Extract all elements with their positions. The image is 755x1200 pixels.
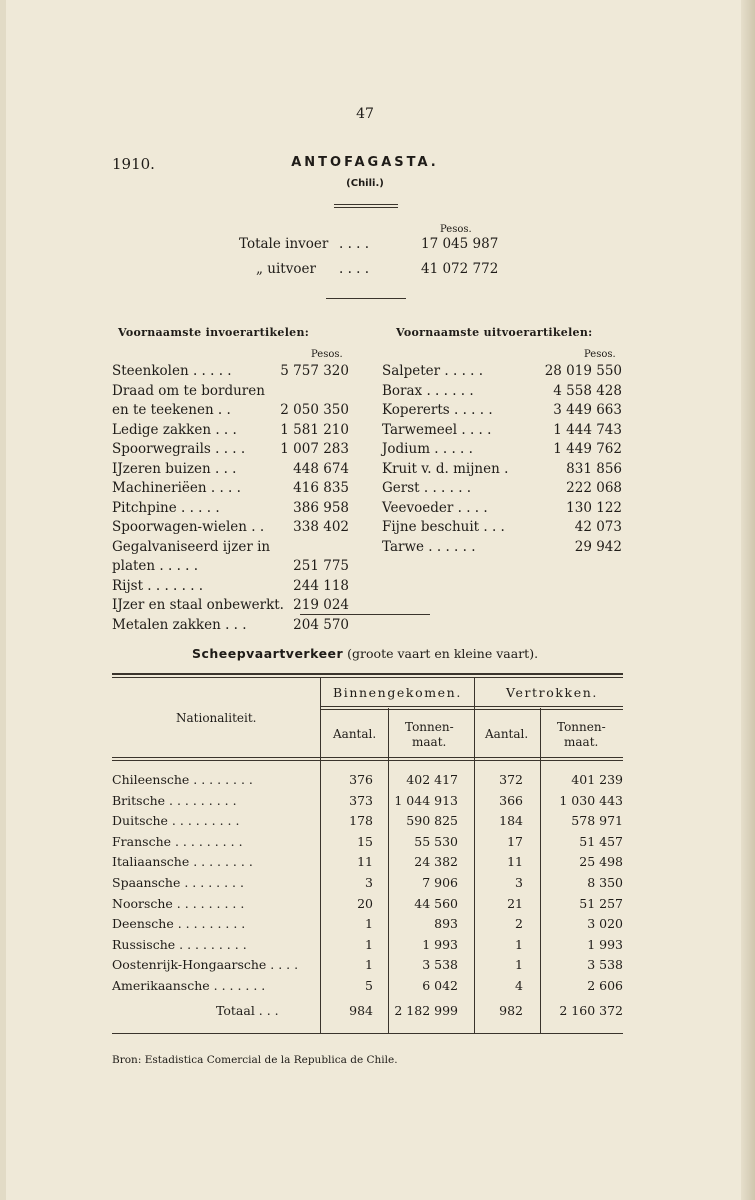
in-count-cell: 1 <box>365 936 373 952</box>
out-ton-cell: 51 457 <box>579 833 623 849</box>
header-out-tonnage-2: maat. <box>564 735 599 749</box>
header-in-tonnage-1: Tonnen- <box>405 720 454 734</box>
imports-label: platen . . . . . <box>112 558 199 574</box>
table-bottom-rule <box>112 1033 623 1034</box>
exports-label: Kopererts . . . . . <box>382 402 493 418</box>
exports-label: Borax . . . . . . <box>382 382 474 399</box>
in-count-cell: 376 <box>349 772 373 787</box>
title-rule-2 <box>334 207 398 208</box>
imports-value: 386 958 <box>293 499 349 516</box>
table-row <box>112 916 623 937</box>
in-ton-cell: 3 538 <box>422 957 458 973</box>
in-ton-cell: 44 560 <box>414 895 458 911</box>
totals-export-value: 41 072 772 <box>421 261 499 277</box>
imports-label: Rijst . . . . . . . <box>112 577 204 594</box>
table-row <box>112 957 623 978</box>
nation-cell: Oostenrijk-Hongaarsche . . . . <box>112 957 299 973</box>
imports-value: 204 570 <box>293 616 349 633</box>
totals-import-label: Totale invoer <box>239 236 329 252</box>
imports-value: 1 007 283 <box>280 441 349 457</box>
table-row <box>112 854 623 875</box>
exports-value: 1 444 743 <box>553 421 622 438</box>
table-row <box>112 813 623 834</box>
imports-value: 338 402 <box>293 519 349 535</box>
in-count-cell: 20 <box>357 895 373 911</box>
imports-row <box>112 616 352 636</box>
shipping-title <box>0 646 730 661</box>
imports-list <box>112 362 352 635</box>
in-count-cell: 15 <box>357 833 373 849</box>
exports-row <box>382 421 622 441</box>
exports-value: 3 449 663 <box>553 402 622 418</box>
total-label: Totaal . . . <box>216 1003 279 1018</box>
exports-value: 29 942 <box>574 538 622 555</box>
exports-value: 28 019 550 <box>544 363 622 379</box>
imports-value: 2 050 350 <box>280 402 349 418</box>
imports-label: Pitchpine . . . . . <box>112 499 220 516</box>
totals-rule <box>326 298 406 299</box>
in-ton-cell: 55 530 <box>414 833 458 849</box>
exports-label: Veevoeder . . . . <box>382 499 488 516</box>
table-top-rule-thick <box>112 673 623 675</box>
totals-unit: Pesos. <box>440 224 472 235</box>
imports-row <box>112 401 352 421</box>
out-count-cell: 372 <box>499 772 523 787</box>
table-row <box>112 978 623 999</box>
header-out-count: Aantal. <box>485 727 529 741</box>
total-out-ton: 2 160 372 <box>559 1003 623 1018</box>
in-ton-cell: 6 042 <box>422 978 458 993</box>
imports-value: 244 118 <box>293 577 349 594</box>
header-subrule-2 <box>321 709 623 710</box>
header-in-tonnage-2: maat. <box>412 735 447 749</box>
in-count-cell: 1 <box>365 957 373 973</box>
out-ton-cell: 3 538 <box>587 957 623 973</box>
out-ton-cell: 578 971 <box>571 813 623 829</box>
in-ton-cell: 402 417 <box>406 772 458 787</box>
out-ton-cell: 1 993 <box>587 936 623 952</box>
imports-value: 416 835 <box>293 480 349 496</box>
exports-row <box>382 499 622 519</box>
imports-row <box>112 479 352 499</box>
table-row <box>112 875 623 896</box>
imports-label: Machineriëen . . . . <box>112 480 241 496</box>
exports-row <box>382 518 622 538</box>
in-count-cell: 178 <box>349 813 373 829</box>
out-count-cell: 3 <box>515 875 523 890</box>
imports-row <box>112 596 352 616</box>
out-ton-cell: 51 257 <box>579 895 623 911</box>
imports-value: 1 581 210 <box>280 421 349 438</box>
in-ton-cell: 1 993 <box>422 936 458 952</box>
nation-cell: Deensche . . . . . . . . . <box>112 916 246 932</box>
shipping-title-rest: (groote vaart en kleine vaart). <box>343 646 539 661</box>
imports-label: Metalen zakken . . . <box>112 616 247 633</box>
imports-value: 5 757 320 <box>280 363 349 379</box>
imports-value: 251 775 <box>293 558 349 574</box>
table-row <box>112 772 623 793</box>
imports-row <box>112 557 352 577</box>
out-ton-cell: 2 606 <box>587 978 623 993</box>
header-in-count: Aantal. <box>333 727 377 741</box>
nation-cell: Noorsche . . . . . . . . . <box>112 895 245 911</box>
table-top-rule-thin <box>112 677 623 678</box>
exports-row <box>382 479 622 499</box>
imports-label: Steenkolen . . . . . <box>112 363 232 379</box>
imports-label: Spoorwagen-wielen . . <box>112 519 265 535</box>
total-in-count: 984 <box>349 1003 373 1018</box>
exports-label: Salpeter . . . . . <box>382 363 484 379</box>
year: 1910. <box>112 155 155 173</box>
imports-label: Ledige zakken . . . <box>112 421 237 438</box>
out-ton-cell: 3 020 <box>587 916 623 932</box>
imports-label: Spoorwegrails . . . . <box>112 441 246 457</box>
imports-label: Draad om te borduren <box>112 382 265 399</box>
page-subtitle: (Chili.) <box>346 178 384 189</box>
imports-unit: Pesos. <box>311 349 343 360</box>
imports-row <box>112 577 352 597</box>
table-row <box>112 937 623 958</box>
out-ton-cell: 25 498 <box>579 854 623 870</box>
imports-row <box>112 421 352 441</box>
table-row <box>112 834 623 855</box>
out-count-cell: 4 <box>515 978 523 993</box>
exports-label: Gerst . . . . . . <box>382 480 472 496</box>
imports-value: 219 024 <box>293 597 349 613</box>
imports-row <box>112 538 352 558</box>
in-ton-cell: 7 906 <box>422 875 458 890</box>
header-outgoing: Vertrokken. <box>506 685 598 700</box>
in-ton-cell: 893 <box>434 916 458 932</box>
exports-row <box>382 538 622 558</box>
exports-row <box>382 460 622 480</box>
exports-value: 130 122 <box>566 499 622 516</box>
page-title: ANTOFAGASTA. <box>291 155 439 170</box>
out-count-cell: 17 <box>507 833 523 849</box>
out-count-cell: 21 <box>507 895 523 911</box>
out-ton-cell: 1 030 443 <box>559 792 623 808</box>
imports-row <box>112 518 352 538</box>
totals-export-dots: . . . . <box>339 261 370 277</box>
out-count-cell: 1 <box>515 936 523 952</box>
imports-row <box>112 499 352 519</box>
exports-row <box>382 440 622 460</box>
in-count-cell: 5 <box>365 978 373 993</box>
header-incoming: Binnengekomen. <box>333 685 462 700</box>
exports-heading: Voornaamste uitvoerartikelen: <box>396 326 593 339</box>
out-ton-cell: 401 239 <box>571 772 623 787</box>
source-note: Bron: Estadistica Comercial de la Republica de Chile. <box>112 1054 398 1066</box>
exports-list <box>382 362 622 557</box>
total-out-count: 982 <box>499 1003 523 1018</box>
exports-label: Tarwe . . . . . . <box>382 538 476 555</box>
exports-value: 4 558 428 <box>553 382 622 399</box>
header-bottom-rule-2 <box>112 760 623 761</box>
exports-unit: Pesos. <box>584 349 616 360</box>
nation-cell: Italiaansche . . . . . . . . <box>112 854 253 870</box>
imports-row <box>112 362 352 382</box>
exports-row <box>382 401 622 421</box>
nation-cell: Duitsche . . . . . . . . . <box>112 813 240 829</box>
shipping-title-bold: Scheepvaartverkeer <box>191 646 344 661</box>
imports-label: en te teekenen . . <box>112 402 231 418</box>
in-count-cell: 3 <box>365 875 373 890</box>
title-rule-1 <box>334 204 398 205</box>
exports-value: 831 856 <box>566 460 622 477</box>
imports-value: 448 674 <box>293 460 349 477</box>
exports-row <box>382 362 622 382</box>
exports-label: Fijne beschuit . . . <box>382 519 505 535</box>
exports-label: Tarwemeel . . . . <box>382 421 492 438</box>
in-ton-cell: 590 825 <box>406 813 458 829</box>
exports-label: Jodium . . . . . <box>382 441 473 457</box>
total-row <box>112 1003 623 1024</box>
in-count-cell: 373 <box>349 792 373 808</box>
imports-label: IJzer en staal onbewerkt. <box>112 597 284 613</box>
totals-import-dots: . . . . <box>339 236 370 252</box>
totals-export-label: „ uitvoer <box>256 261 316 277</box>
out-count-cell: 366 <box>499 792 523 808</box>
imports-row <box>112 440 352 460</box>
exports-value: 1 449 762 <box>553 441 622 457</box>
header-bottom-rule-1 <box>112 757 623 758</box>
totals-import-value: 17 045 987 <box>421 236 499 252</box>
imports-label: IJzeren buizen . . . <box>112 460 237 477</box>
header-subrule-1 <box>321 706 623 707</box>
imports-row <box>112 460 352 480</box>
exports-value: 42 073 <box>574 519 622 535</box>
nation-cell: Russische . . . . . . . . . <box>112 936 247 952</box>
nation-cell: Chileensche . . . . . . . . <box>112 772 253 787</box>
page-right-shadow <box>741 0 755 1200</box>
exports-row <box>382 382 622 402</box>
imports-heading: Voornaamste invoerartikelen: <box>118 326 310 339</box>
imports-row <box>112 382 352 402</box>
out-count-cell: 11 <box>507 854 523 870</box>
in-count-cell: 1 <box>365 916 373 932</box>
out-ton-cell: 8 350 <box>587 875 623 890</box>
table-row <box>112 793 623 814</box>
page-number: 47 <box>356 106 374 122</box>
nation-cell: Spaansche . . . . . . . . <box>112 875 244 890</box>
total-in-ton: 2 182 999 <box>394 1003 458 1018</box>
in-ton-cell: 24 382 <box>414 854 458 870</box>
imports-label: Gegalvaniseerd ijzer in <box>112 538 271 555</box>
nation-cell: Fransche . . . . . . . . . <box>112 833 243 849</box>
nation-cell: Britsche . . . . . . . . . <box>112 792 237 808</box>
section-rule <box>300 614 430 615</box>
in-ton-cell: 1 044 913 <box>394 792 458 808</box>
out-count-cell: 1 <box>515 957 523 973</box>
in-count-cell: 11 <box>357 854 373 870</box>
header-nationality: Nationaliteit. <box>176 711 257 725</box>
header-out-tonnage-1: Tonnen- <box>557 720 606 734</box>
exports-label: Kruit v. d. mijnen . <box>382 460 509 477</box>
exports-value: 222 068 <box>566 480 622 496</box>
out-count-cell: 2 <box>515 916 523 932</box>
table-row <box>112 896 623 917</box>
nation-cell: Amerikaansche . . . . . . . <box>112 978 266 993</box>
out-count-cell: 184 <box>499 813 523 829</box>
